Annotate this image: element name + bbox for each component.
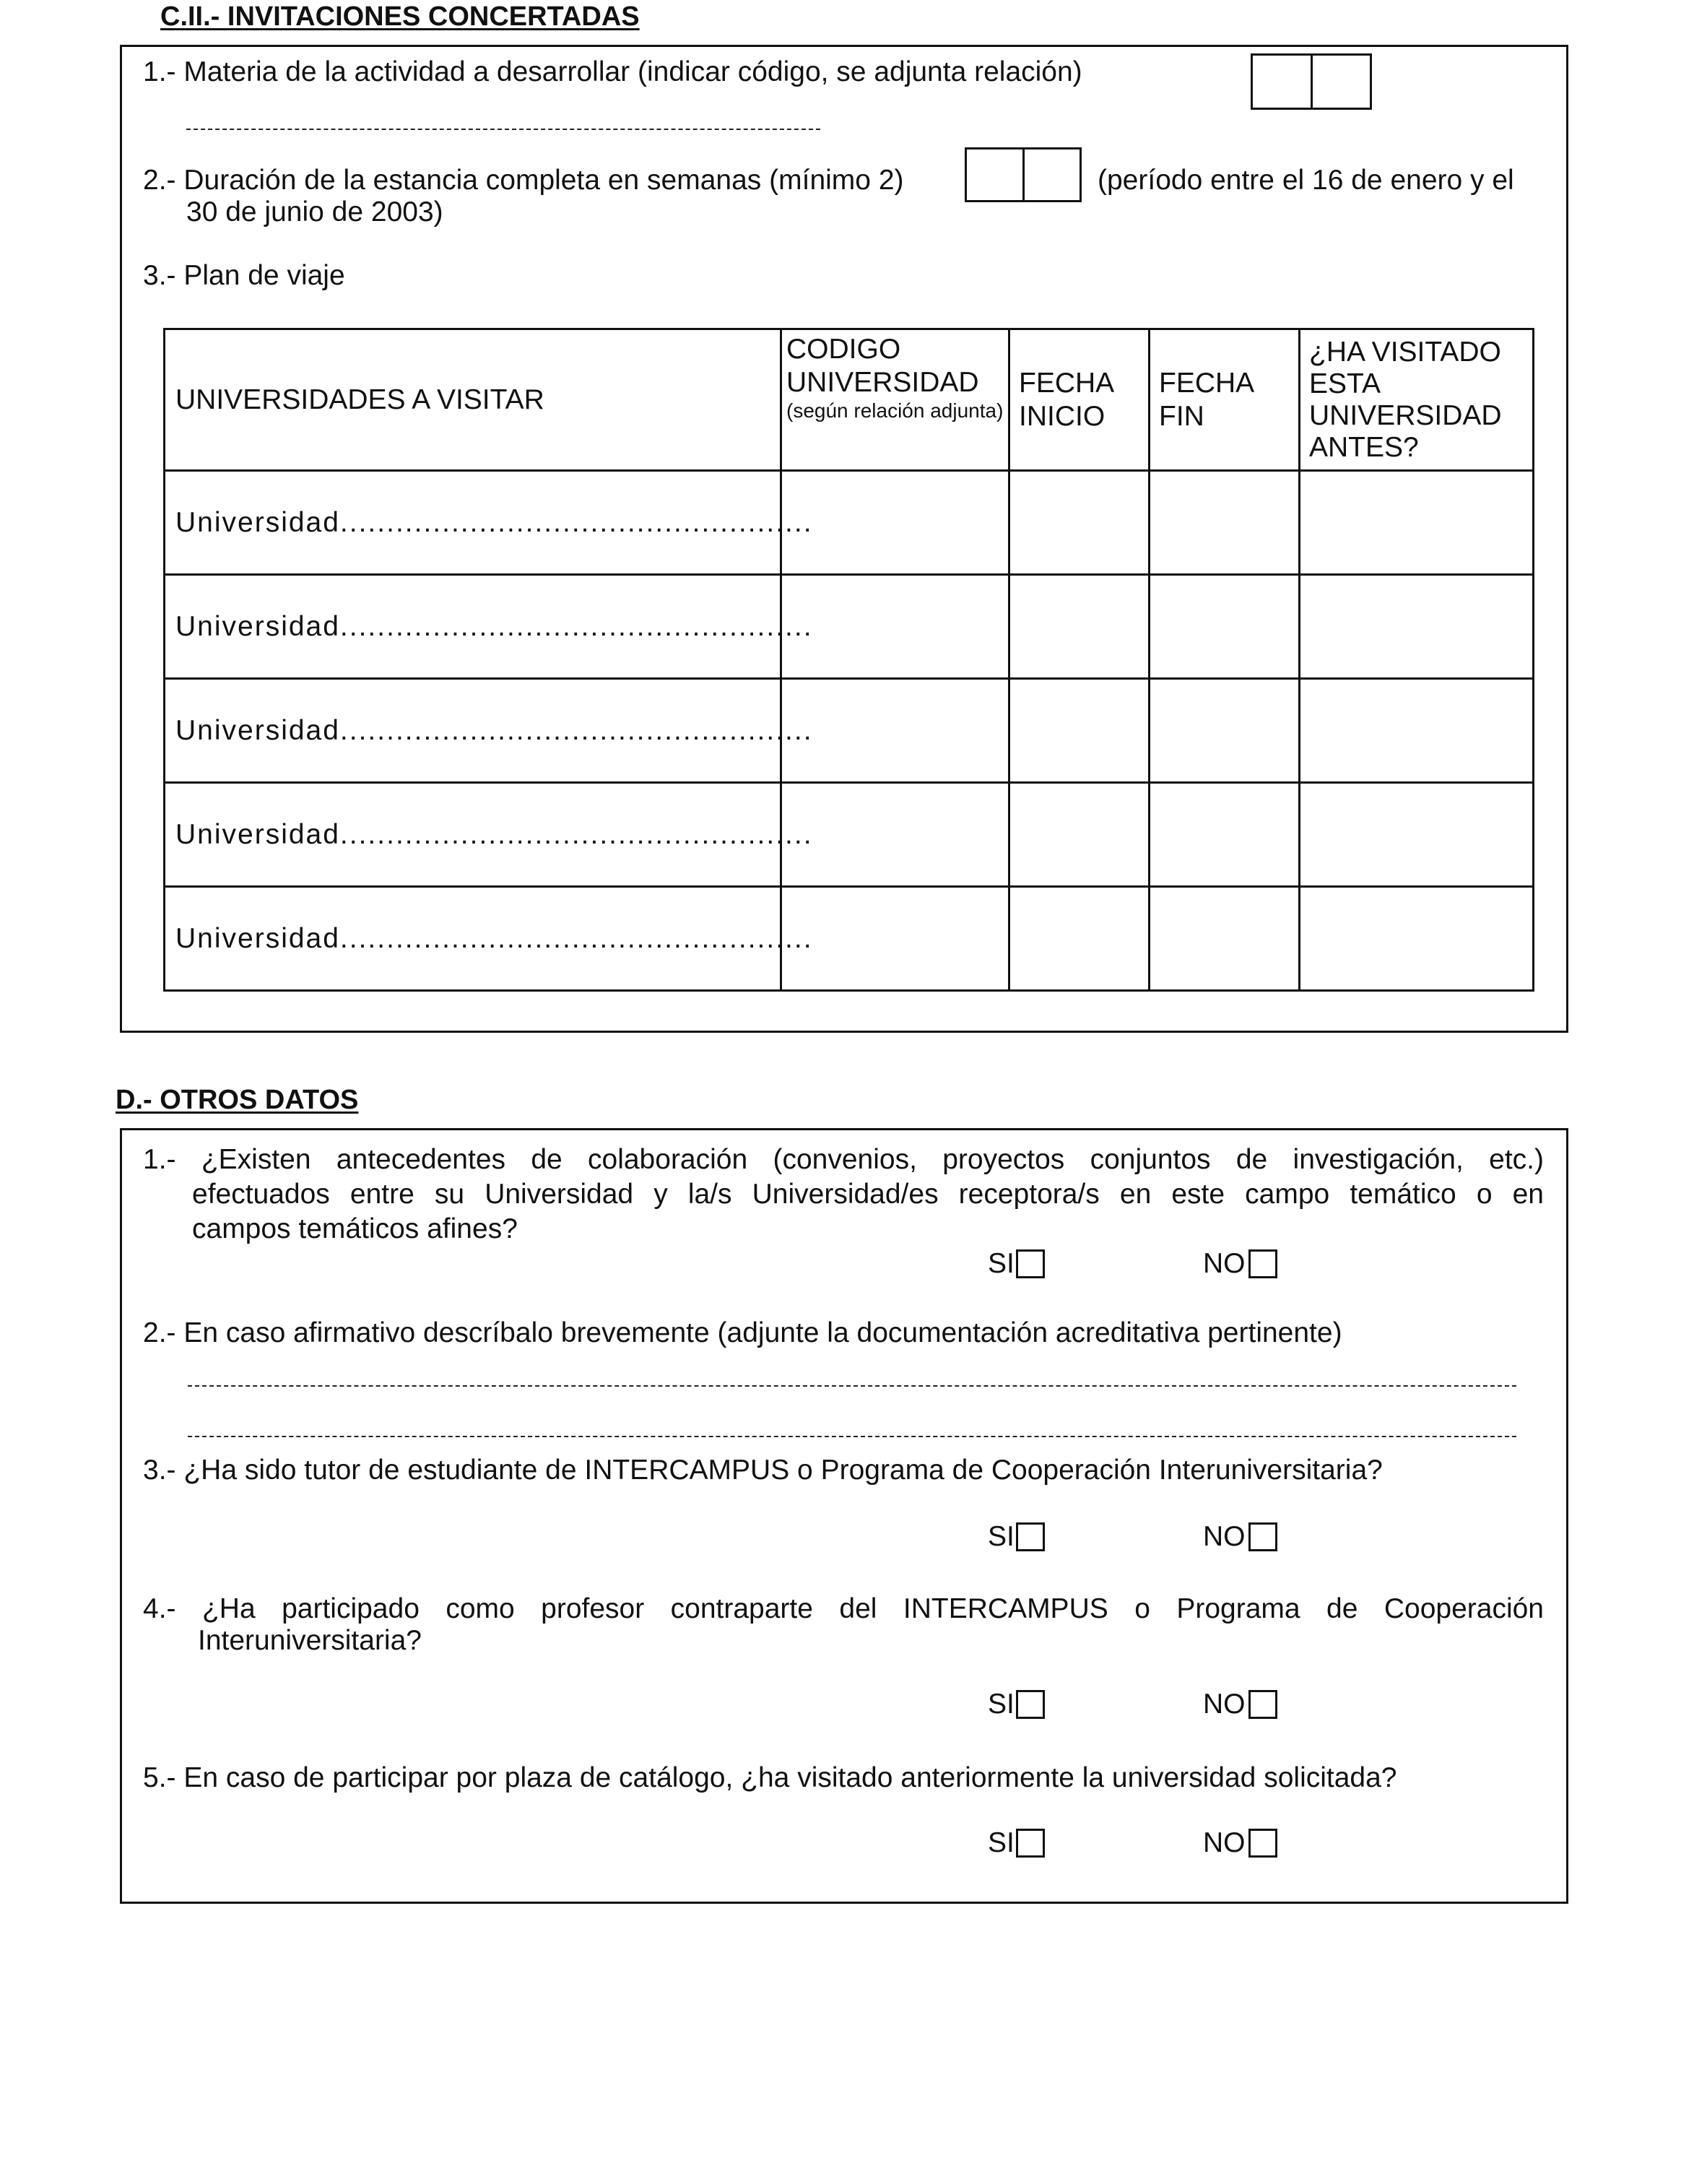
header-codigo: CODIGO UNIVERSIDAD (según relación adjunta) <box>781 329 1009 471</box>
si-checkbox[interactable] <box>1016 1829 1045 1858</box>
si-label: SI <box>988 1827 1015 1858</box>
header-universidades: UNIVERSIDADES A VISITAR <box>165 329 781 471</box>
d-q4-no-option[interactable] <box>1203 1687 1277 1721</box>
header-fecha-inicio: FECHA INICIO <box>1009 329 1150 471</box>
subject-code-digit-2[interactable] <box>1311 56 1371 108</box>
si-checkbox[interactable] <box>1016 1690 1045 1719</box>
start-date-cell[interactable] <box>1009 471 1150 575</box>
table-header-row <box>165 329 1534 471</box>
university-cell[interactable]: Universidad................................................... <box>165 887 781 991</box>
visited-cell[interactable] <box>1300 887 1534 991</box>
end-date-cell[interactable] <box>1150 783 1300 887</box>
table-row <box>165 887 1534 991</box>
d-q5-si-option[interactable] <box>988 1826 1045 1860</box>
start-date-cell[interactable] <box>1009 887 1150 991</box>
table-row <box>165 471 1534 575</box>
d-q4-line2: Interuniversitaria? <box>198 1625 422 1656</box>
d-q1-si-option[interactable] <box>988 1247 1045 1280</box>
travel-plan-table <box>163 328 1534 992</box>
university-cell[interactable]: Universidad................................................... <box>165 575 781 679</box>
subject-code-digit-1[interactable] <box>1253 56 1311 108</box>
d-q1-line2: efectuados entre su Universidad y la/s Universidad/es receptora/s en este campo temático o en <box>192 1179 1544 1210</box>
subject-answer-line[interactable] <box>186 129 820 130</box>
table-row <box>165 783 1534 887</box>
no-label: NO <box>1203 1827 1246 1858</box>
code-cell[interactable] <box>781 575 1009 679</box>
d-q1-no-option[interactable] <box>1203 1247 1277 1280</box>
si-checkbox[interactable] <box>1016 1249 1045 1278</box>
d-q1-line1: 1.- ¿Existen antecedentes de colaboración (convenios, proyectos conjuntos de investigación, etc.) <box>143 1144 1544 1175</box>
d-q5-label: 5.- En caso de participar por plaza de catálogo, ¿ha visitado anteriormente la universidad solicitada? <box>143 1762 1397 1793</box>
no-checkbox[interactable] <box>1248 1249 1277 1278</box>
start-date-cell[interactable] <box>1009 783 1150 887</box>
d-q5-no-option[interactable] <box>1203 1826 1277 1860</box>
no-checkbox[interactable] <box>1248 1829 1277 1858</box>
q3-travel-plan-label: 3.- Plan de viaje <box>143 260 345 291</box>
q2-period-label: (período entre el 16 de enero y el <box>1098 165 1514 196</box>
header-fecha-fin: FECHA FIN <box>1150 329 1300 471</box>
si-checkbox[interactable] <box>1016 1522 1045 1551</box>
section-d-title: D.- OTROS DATOS <box>116 1085 359 1115</box>
university-cell[interactable]: Universidad................................................... <box>165 679 781 783</box>
q1-subject-label: 1.- Materia de la actividad a desarrollar (indicar código, se adjunta relación) <box>143 56 1082 87</box>
d-q1-line3: campos temáticos afines? <box>192 1213 518 1244</box>
q2-period-label-cont: 30 de junio de 2003) <box>186 196 443 228</box>
end-date-cell[interactable] <box>1150 575 1300 679</box>
visited-cell[interactable] <box>1300 575 1534 679</box>
table-row <box>165 575 1534 679</box>
section-c2-title: C.II.- INVITACIONES CONCERTADAS <box>160 1 640 32</box>
d-q4-si-option[interactable] <box>988 1687 1045 1721</box>
q2-duration-label: 2.- Duración de la estancia completa en semanas (mínimo 2) <box>143 165 904 196</box>
d-q4-line1: 4.- ¿Ha participado como profesor contraparte del INTERCAMPUS o Programa de Cooperación <box>143 1593 1544 1624</box>
no-label: NO <box>1203 1248 1246 1279</box>
start-date-cell[interactable] <box>1009 679 1150 783</box>
university-cell[interactable]: Universidad................................................... <box>165 471 781 575</box>
end-date-cell[interactable] <box>1150 471 1300 575</box>
d-q3-no-option[interactable] <box>1203 1520 1277 1554</box>
visited-cell[interactable] <box>1300 783 1534 887</box>
no-label: NO <box>1203 1689 1246 1720</box>
visited-cell[interactable] <box>1300 679 1534 783</box>
duration-digit-1[interactable] <box>967 150 1022 200</box>
no-label: NO <box>1203 1521 1246 1552</box>
code-cell[interactable] <box>781 887 1009 991</box>
table-row <box>165 679 1534 783</box>
header-visitado: ¿HA VISITADO ESTA UNIVERSIDAD ANTES? <box>1300 329 1534 471</box>
visited-cell[interactable] <box>1300 471 1534 575</box>
d-q2-label: 2.- En caso afirmativo descríbalo brevemente (adjunte la documentación acreditativa pertinente) <box>143 1317 1342 1348</box>
no-checkbox[interactable] <box>1248 1522 1277 1551</box>
si-label: SI <box>988 1689 1015 1720</box>
end-date-cell[interactable] <box>1150 887 1300 991</box>
university-cell[interactable]: Universidad................................................... <box>165 783 781 887</box>
code-cell[interactable] <box>781 679 1009 783</box>
duration-digit-2[interactable] <box>1022 150 1080 200</box>
duration-weeks-input[interactable] <box>965 147 1082 202</box>
no-checkbox[interactable] <box>1248 1690 1277 1719</box>
code-cell[interactable] <box>781 471 1009 575</box>
start-date-cell[interactable] <box>1009 575 1150 679</box>
d-q2-answer-line-1[interactable] <box>188 1385 1516 1387</box>
si-label: SI <box>988 1248 1015 1279</box>
d-q3-label: 3.- ¿Ha sido tutor de estudiante de INTERCAMPUS o Programa de Cooperación Interuniversitaria? <box>143 1455 1383 1486</box>
subject-code-input[interactable] <box>1251 53 1372 110</box>
d-q2-answer-line-2[interactable] <box>188 1436 1516 1437</box>
d-q3-si-option[interactable] <box>988 1520 1045 1554</box>
si-label: SI <box>988 1521 1015 1552</box>
code-cell[interactable] <box>781 783 1009 887</box>
end-date-cell[interactable] <box>1150 679 1300 783</box>
